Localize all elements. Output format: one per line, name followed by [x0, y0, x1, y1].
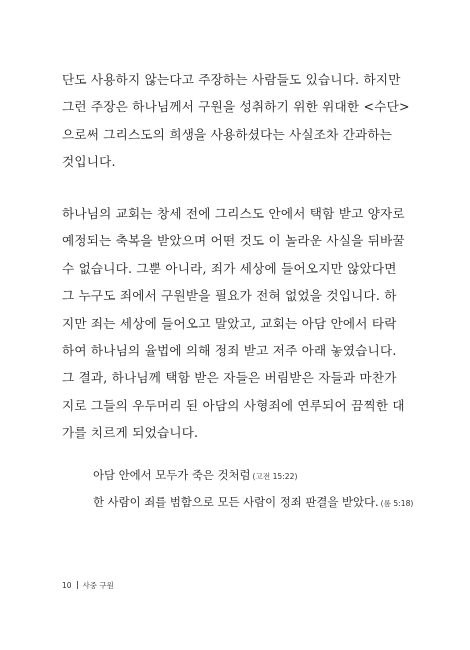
- paragraph-line: 그 누구도 죄에서 구원받을 필요가 전혀 없었을 것입니다. 하: [62, 288, 397, 304]
- paragraph-1: [62, 66, 414, 176]
- paragraph-line: 수 없습니다. 그뿐 아니라, 죄가 세상에 들어오지만 않았다면: [62, 260, 397, 276]
- quote-text: 아담 안에서 모두가 죽은 것처럼: [93, 468, 251, 482]
- scripture-quote: [93, 492, 433, 514]
- quote-reference: (고전 15:22): [252, 472, 298, 481]
- page-footer: [62, 580, 114, 591]
- paragraph-line: 것입니다.: [62, 154, 116, 170]
- footer-divider: [77, 581, 78, 589]
- paragraph-line: 단도 사용하지 않는다고 주장하는 사람들도 있습니다. 하지만: [62, 72, 401, 87]
- page-number: 10: [62, 581, 72, 590]
- scripture-quote: [93, 465, 433, 487]
- paragraph-line: 예정되는 축복을 받았으며 어떤 것도 이 놀라운 사실을 뒤바꿀: [62, 233, 405, 249]
- paragraph-line: 그런 주장은 하나님께서 구원을 성취하기 위한 위대한 <수단>: [62, 99, 410, 115]
- paragraph-line: 가를 치르게 되었습니다.: [62, 425, 199, 441]
- paragraph-line: 그 결과, 하나님께 택함 받은 자들은 버림받은 자들과 마찬가: [62, 370, 397, 386]
- paragraph-line: 하나님의 교회는 창세 전에 그리스도 안에서 택함 받고 양자로: [62, 206, 405, 221]
- paragraph-line: 지로 그들의 우두머리 된 아담의 사형죄에 연루되어 끔찍한 대: [62, 397, 405, 413]
- quote-text: 한 사람이 죄를 범함으로 모든 사람이 정죄 판결을 받았다.: [93, 495, 379, 509]
- book-title: 사중 구원: [82, 581, 114, 590]
- quote-reference: (롬 5:18): [380, 499, 414, 508]
- paragraph-2: [62, 200, 414, 447]
- paragraph-line: 으로써 그리스도의 희생을 사용하셨다는 사실조차 간과하는: [62, 126, 393, 142]
- paragraph-line: 하여 하나님의 율법에 의해 정죄 받고 저주 아래 놓였습니다.: [62, 343, 397, 359]
- paragraph-line: 지만 죄는 세상에 들어오고 말았고, 교회는 아담 안에서 타락: [62, 315, 397, 331]
